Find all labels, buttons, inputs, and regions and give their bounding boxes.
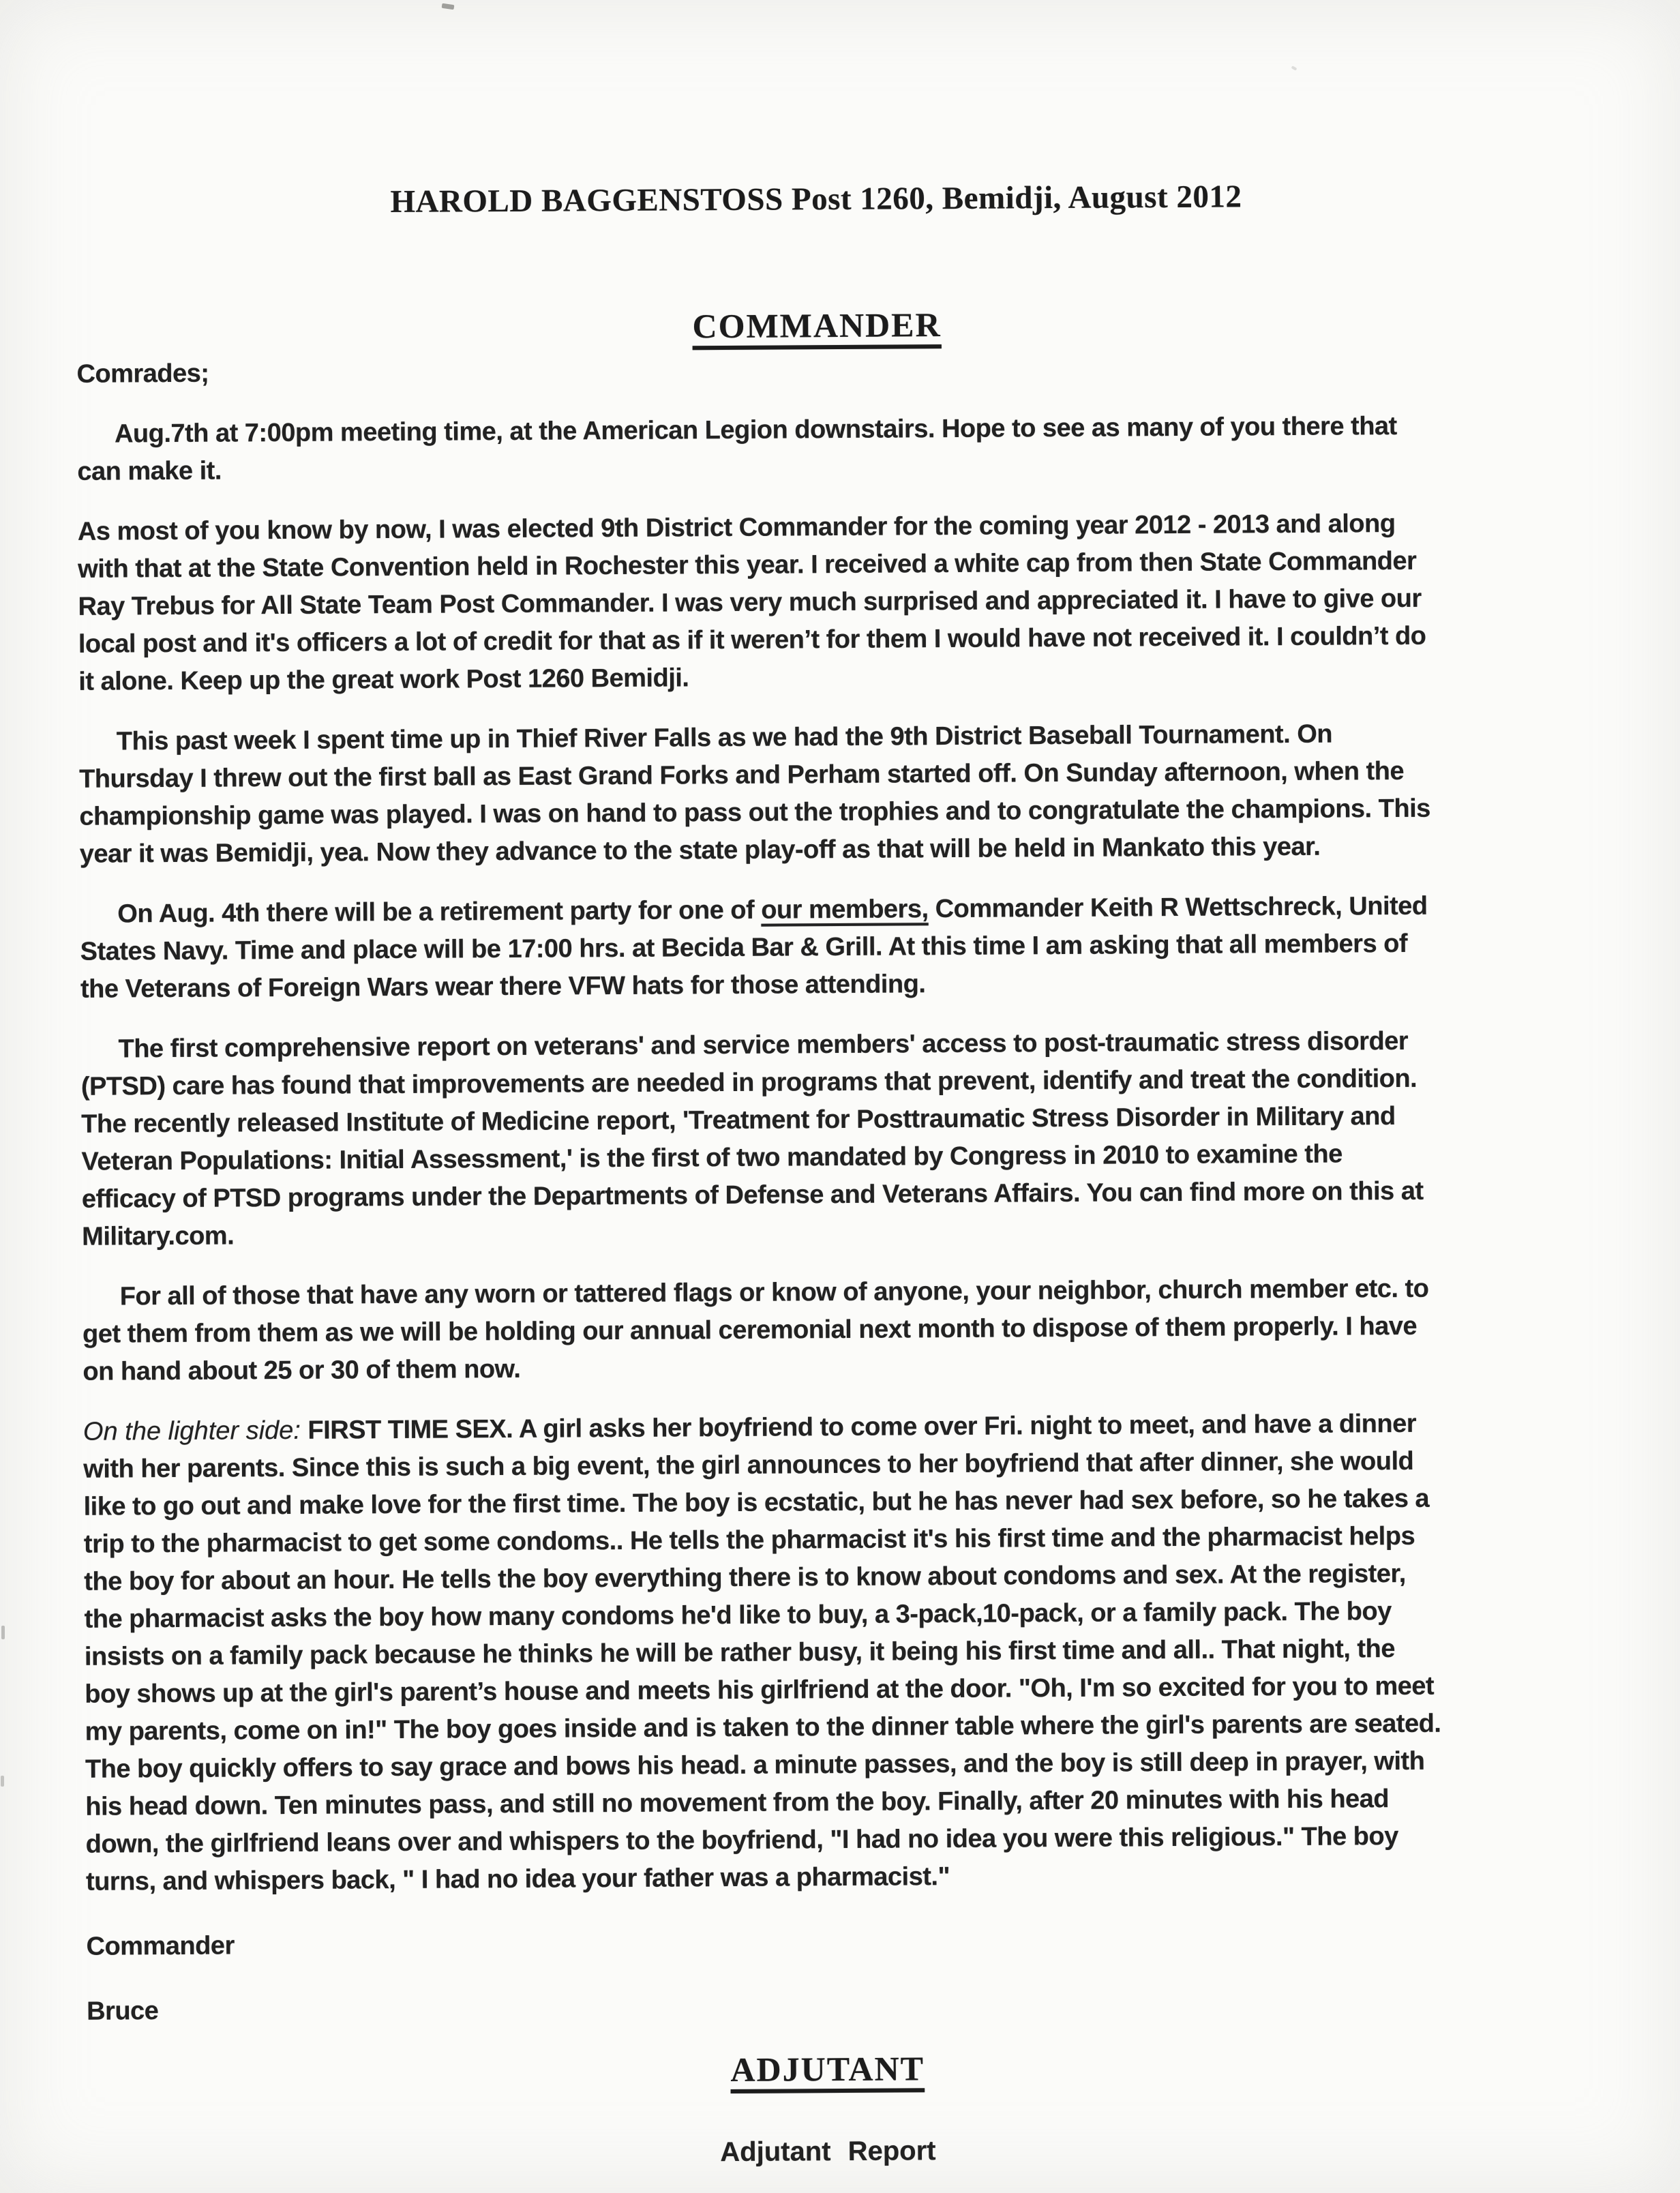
text-run: it alone. Keep up the great work Post 1260 Bemidji.: [78, 663, 689, 696]
text-run: The boy quickly offers to say grace and bows his head. a minute passes, and the boy is still deep in prayer, with: [85, 1746, 1425, 1784]
text-run: like to go out and make love for the first time. The boy is ecstatic, but he has never had sex before, so he takes a: [83, 1484, 1430, 1521]
text-run: with that at the State Convention held in Rochester this year. I received a white cap from then State Commander: [78, 546, 1417, 584]
paragraph: [82, 1269, 1564, 1390]
text-run: with her parents. Since this is such a big event, the girl announces to her boyfriend that after dinner, she would: [83, 1446, 1414, 1484]
text-run: The recently released Institute of Medicine report, 'Treatment for Posttraumatic Stress Disorder in Military and: [81, 1101, 1396, 1139]
commander-heading-text: COMMANDER: [692, 305, 942, 346]
text-run: the pharmacist asks the boy how many condoms he'd like to buy, a 3-pack,10-pack, or a family pack. The boy: [84, 1596, 1392, 1634]
letter-body: [77, 406, 1567, 1900]
text-run: Military.com.: [82, 1221, 235, 1251]
text-run: Veteran Populations: Initial Assessment,' is the first of two mandated by Congress in 2010 to examine the: [81, 1139, 1342, 1176]
text-run: Thursday I threw out the first ball as East Grand Forks and Perham started off. On Sunday afternoon, when the: [78, 756, 1405, 794]
text-run: States Navy. Time and place will be 17:00 hrs. at Becida Bar & Grill. At this time I am asking that all members of: [80, 929, 1408, 966]
paragraph: [80, 1021, 1563, 1255]
text-run: year it was Bemidji, yea. Now they advance to the state play-off as that will be held in Mankato this year.: [79, 832, 1321, 869]
italic-run: On the lighter side:: [82, 1416, 308, 1446]
adjutant-heading-text: ADJUTANT: [730, 2048, 925, 2089]
text-run: Ray Trebus for All State Team Post Commander. I was very much surprised and appreciated it. I have to give our: [78, 584, 1422, 621]
text-run: efficacy of PTSD programs under the Departments of Defense and Veterans Affairs. You can find more on this at: [81, 1176, 1424, 1214]
text-run: Commander Keith R Wettschreck, United: [928, 891, 1428, 923]
text-run: FIRST TIME SEX. A girl asks her boyfriend to come over Fri. night to meet, and have a dinner: [308, 1409, 1417, 1445]
salutation: Comrades;: [76, 359, 209, 389]
text-run: The first comprehensive report on veterans' and service members' access to post-traumatic stress disorder: [118, 1026, 1409, 1064]
paragraph: [80, 886, 1561, 1008]
text-run: championship game was played. I was on hand to pass out the trophies and to congratulate the champions. This: [79, 794, 1430, 831]
adjutant-report-label: Adjutant Report: [720, 2136, 936, 2168]
signoff-role: Commander: [86, 1930, 235, 1961]
text-run: turns, and whispers back, " I had no idea your father was a pharmacist.": [85, 1862, 950, 1896]
paragraph: [78, 504, 1560, 700]
underlined-run: our members,: [761, 894, 929, 925]
adjutant-section-heading: [87, 2045, 1568, 2093]
scan-speck: [1, 1776, 4, 1787]
text-run: As most of you know by now, I was elected 9th District Commander for the coming year 2012 - 2013 and along: [77, 509, 1396, 546]
signoff-name: Bruce: [87, 1996, 159, 2026]
text-run: on hand about 25 or 30 of them now.: [82, 1354, 521, 1386]
paragraph: [77, 406, 1559, 490]
text-run: On Aug. 4th there will be a retirement party for one of: [117, 895, 762, 929]
text-run: his head down. Ten minutes pass, and still no movement from the boy. Finally, after 20 minutes with his head: [85, 1784, 1390, 1821]
text-run: the boy for about an hour. He tells the boy everything there is to know about condoms and sex. At the register,: [84, 1559, 1406, 1596]
text-run: For all of those that have any worn or tattered flags or know of anyone, your neighbor, church member etc. to: [119, 1274, 1429, 1311]
text-run: insists on a family pack because he thinks he will be rather busy, it being his first time and all.. That night, the: [84, 1634, 1396, 1671]
paragraph: [83, 1404, 1567, 1900]
text-run: Aug.7th at 7:00pm meeting time, at the American Legion downstairs. Hope to see as many of you there that: [114, 411, 1397, 449]
text-run: (PTSD) care has found that improvements are needed in programs that prevent, identify and treat the condition.: [80, 1064, 1418, 1101]
text-run: This past week I spent time up in Thief River Falls as we had the 9th District Baseball Tournament. On: [116, 719, 1333, 756]
newsletter-title: HAROLD BAGGENSTOSS Post 1260, Bemidji, August 2012: [390, 179, 1242, 220]
text-run: local post and it's officers a lot of credit for that as if it weren’t for them I would have not received it. I couldn’t do: [78, 621, 1426, 659]
paragraph: [79, 714, 1561, 873]
text-run: can make it.: [77, 456, 222, 486]
text-run: the Veterans of Foreign Wars wear there VFW hats for those attending.: [80, 969, 926, 1004]
commander-section-heading: [76, 302, 1557, 350]
text-run: trip to the pharmacist to get some condoms.. He tells the pharmacist it's his first time and the pharmacist helps: [83, 1521, 1415, 1559]
text-run: down, the girlfriend leans over and whispers to the boyfriend, "I had no idea you were this religious." The boy: [85, 1821, 1398, 1859]
text-run: my parents, come on in!" The boy goes inside and is taken to the dinner table where the girl's parents are seated.: [85, 1709, 1441, 1746]
text-run: get them from them as we will be holding our annual ceremonial next month to dispose of them properly. I have: [82, 1311, 1418, 1349]
text-run: boy shows up at the girl's parent’s house and meets his girlfriend at the door. "Oh, I'm so excited for you to meet: [85, 1671, 1435, 1709]
